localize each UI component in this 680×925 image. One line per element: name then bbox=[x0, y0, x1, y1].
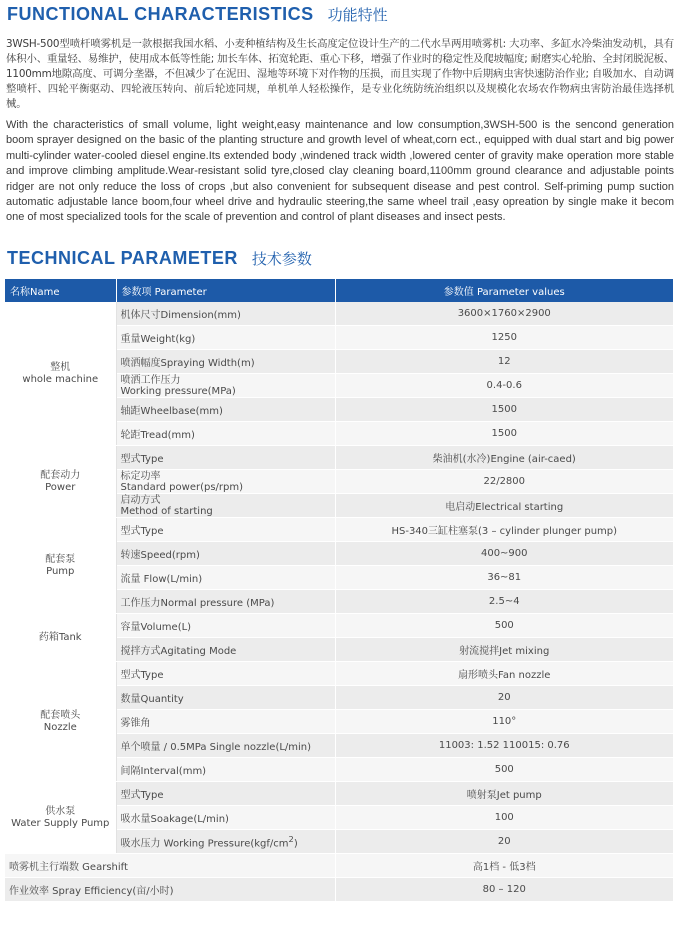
group-label-cn: 配套喷头 bbox=[40, 709, 81, 721]
param-label-superscript: 2 bbox=[288, 833, 294, 844]
param-value: 110° bbox=[335, 710, 673, 734]
param-value: 1500 bbox=[335, 398, 673, 422]
param-value: 20 bbox=[335, 830, 673, 854]
table-row bbox=[5, 854, 673, 878]
param-label: 搅拌方式Agitating Mode bbox=[116, 638, 335, 662]
param-label: 轴距Wheelbase(mm) bbox=[116, 398, 335, 422]
param-value: 扇形喷头Fan nozzle bbox=[335, 662, 673, 686]
group-label-cn: 整机 bbox=[50, 361, 71, 373]
param-label: 雾锥角 bbox=[116, 710, 335, 734]
param-value: 12 bbox=[335, 350, 673, 374]
group-label-en: Pump bbox=[46, 565, 75, 577]
param-value: 36~81 bbox=[335, 566, 673, 590]
param-value: 电启动Electrical starting bbox=[335, 494, 673, 518]
group-water-supply-pump bbox=[5, 782, 116, 854]
group-label-en: Power bbox=[45, 481, 76, 493]
param-label: 流量 Flow(L/min) bbox=[116, 566, 335, 590]
header-values: 参数值 Parameter values bbox=[335, 279, 673, 302]
group-label-en: Water Supply Pump bbox=[11, 817, 110, 829]
functional-description-en: With the characteristics of small volume, light weight,easy maintenance and low consumption,3WSH-500 is the sencond generation boom sprayer designed on the basic of the planting structure and growth level of wheat,corn ect., equipped with dual start and big power multi-cylinder water-cooled diesel engine.Its extended body ,windened track width ,lowered center of gravity make operation more stable and improve climbing amplitude.Wear-resistant solid tyre,closed clay cleaning board,1100mm ground clearance and adjustable points ridger are not only reduce the loss of crops ,but also convenient for subsequent disease and pest control. Self-priming pump suction automatic adjustable lance boom,four wheel drive and hydraulic steering,the same wheel trail ,easy opreation by single make it becom one of most specialized tools for the scale of prevention and control of plant diseases and insect pests. bbox=[6, 119, 674, 224]
param-label-close: ) bbox=[293, 838, 298, 850]
technical-title-en: TECHNICAL PARAMETER bbox=[7, 248, 238, 268]
group-power bbox=[5, 446, 116, 518]
param-value: 500 bbox=[335, 614, 673, 638]
param-label-main: 吸水压力 Working Pressure(kgf/cm bbox=[120, 838, 289, 850]
technical-heading bbox=[7, 248, 312, 269]
group-label-cn: 配套动力 bbox=[40, 469, 81, 481]
param-label bbox=[116, 470, 335, 494]
param-value: 1250 bbox=[335, 326, 673, 350]
param-value: 射流搅拌Jet mixing bbox=[335, 638, 673, 662]
param-label-cn: 标定功率 bbox=[120, 470, 161, 482]
group-tank bbox=[5, 614, 116, 662]
table-row bbox=[5, 878, 673, 902]
table-row bbox=[5, 302, 673, 326]
param-label: 工作压力Normal pressure (MPa) bbox=[116, 590, 335, 614]
table-row bbox=[5, 782, 673, 806]
param-value: 喷射泵Jet pump bbox=[335, 782, 673, 806]
param-label bbox=[116, 494, 335, 518]
functional-heading bbox=[7, 4, 388, 25]
param-label: 容量Volume(L) bbox=[116, 614, 335, 638]
header-parameter: 参数项 Parameter bbox=[116, 279, 335, 302]
table-row bbox=[5, 446, 673, 470]
param-label: 型式Type bbox=[116, 662, 335, 686]
param-label: 转速Speed(rpm) bbox=[116, 542, 335, 566]
param-label-en: Working pressure(MPa) bbox=[120, 385, 236, 397]
group-label-cn: 药箱Tank bbox=[38, 631, 82, 643]
technical-parameter-table bbox=[5, 279, 673, 902]
param-value: 0.4-0.6 bbox=[335, 374, 673, 398]
param-label-en: Method of starting bbox=[120, 505, 213, 517]
group-label-cn: 供水泵 bbox=[45, 805, 76, 817]
functional-title-cn: 功能特性 bbox=[327, 6, 388, 24]
param-value: 柴油机(水冷)Engine (air-caed) bbox=[335, 446, 673, 470]
functional-title-en: FUNCTIONAL CHARACTERISTICS bbox=[7, 4, 314, 24]
param-value: 400~900 bbox=[335, 542, 673, 566]
group-label-en: whole machine bbox=[22, 373, 99, 385]
param-label bbox=[116, 830, 335, 854]
param-label: 吸水量Soakage(L/min) bbox=[116, 806, 335, 830]
param-value: 11003: 1.52 110015: 0.76 bbox=[335, 734, 673, 758]
param-label: 轮距Tread(mm) bbox=[116, 422, 335, 446]
param-label: 作业效率 Spray Efficiency(亩/小时) bbox=[5, 878, 335, 902]
param-label bbox=[116, 374, 335, 398]
param-value: 高1档 - 低3档 bbox=[335, 854, 673, 878]
param-label: 型式Type bbox=[116, 446, 335, 470]
param-value: 1500 bbox=[335, 422, 673, 446]
param-label: 间隔Interval(mm) bbox=[116, 758, 335, 782]
group-label-en: Nozzle bbox=[43, 721, 77, 733]
param-value: 22/2800 bbox=[335, 470, 673, 494]
param-value: HS-340三缸柱塞泵(3 – cylinder plunger pump) bbox=[335, 518, 673, 542]
table-row bbox=[5, 614, 673, 638]
group-whole-machine bbox=[5, 302, 116, 446]
param-label: 喷雾机主行端数 Gearshift bbox=[5, 854, 335, 878]
header-name: 名称Name bbox=[5, 279, 116, 302]
param-label-cn: 喷洒工作压力 bbox=[120, 374, 181, 386]
param-label: 型式Type bbox=[116, 782, 335, 806]
param-label-cn: 启动方式 bbox=[120, 494, 161, 506]
param-label: 机体尺寸Dimension(mm) bbox=[116, 302, 335, 326]
param-label: 数量Quantity bbox=[116, 686, 335, 710]
param-label: 单个喷量 / 0.5MPa Single nozzle(L/min) bbox=[116, 734, 335, 758]
param-label: 重量Weight(kg) bbox=[116, 326, 335, 350]
param-label-en: Standard power(ps/rpm) bbox=[120, 481, 244, 493]
param-label: 喷洒幅度Spraying Width(m) bbox=[116, 350, 335, 374]
param-value: 80 – 120 bbox=[335, 878, 673, 902]
group-label-cn: 配套泵 bbox=[45, 553, 76, 565]
param-value: 500 bbox=[335, 758, 673, 782]
param-value: 20 bbox=[335, 686, 673, 710]
functional-description-cn: 3WSH-500型喷杆喷雾机是一款根据我国水稻、小麦种植结构及生长高度定位设计生产的二代水旱两用喷雾机: 大功率、多缸水冷柴油发动机，具有体积小、重量轻、易维护，使用成本低等性能; 加长车体、拓宽轮距、重心下移，增强了作业时的稳定性及爬坡幅度; 耐磨实心轮胎、全封闭脱泥板、1100mm地隙高度、可调分垄器，不但减少了在泥田、湿地等环境下对作物的压损，而且实现了作物中后期病虫害快速防治作业; 自吸加水、自动调整喷杆、四轮平衡驱动、四轮液压转向、前后轮迹同规，单机单人轻松操作，是专业化统防统治组织以及规模化农场农作物病虫害防治最佳选择机械。 bbox=[6, 38, 674, 110]
group-pump bbox=[5, 518, 116, 614]
param-value: 2.5~4 bbox=[335, 590, 673, 614]
table-row bbox=[5, 518, 673, 542]
param-value: 3600×1760×2900 bbox=[335, 302, 673, 326]
technical-title-cn: 技术参数 bbox=[251, 250, 312, 268]
param-value: 100 bbox=[335, 806, 673, 830]
table-header-row bbox=[5, 279, 673, 302]
table-row bbox=[5, 662, 673, 686]
param-label: 型式Type bbox=[116, 518, 335, 542]
group-nozzle bbox=[5, 662, 116, 782]
